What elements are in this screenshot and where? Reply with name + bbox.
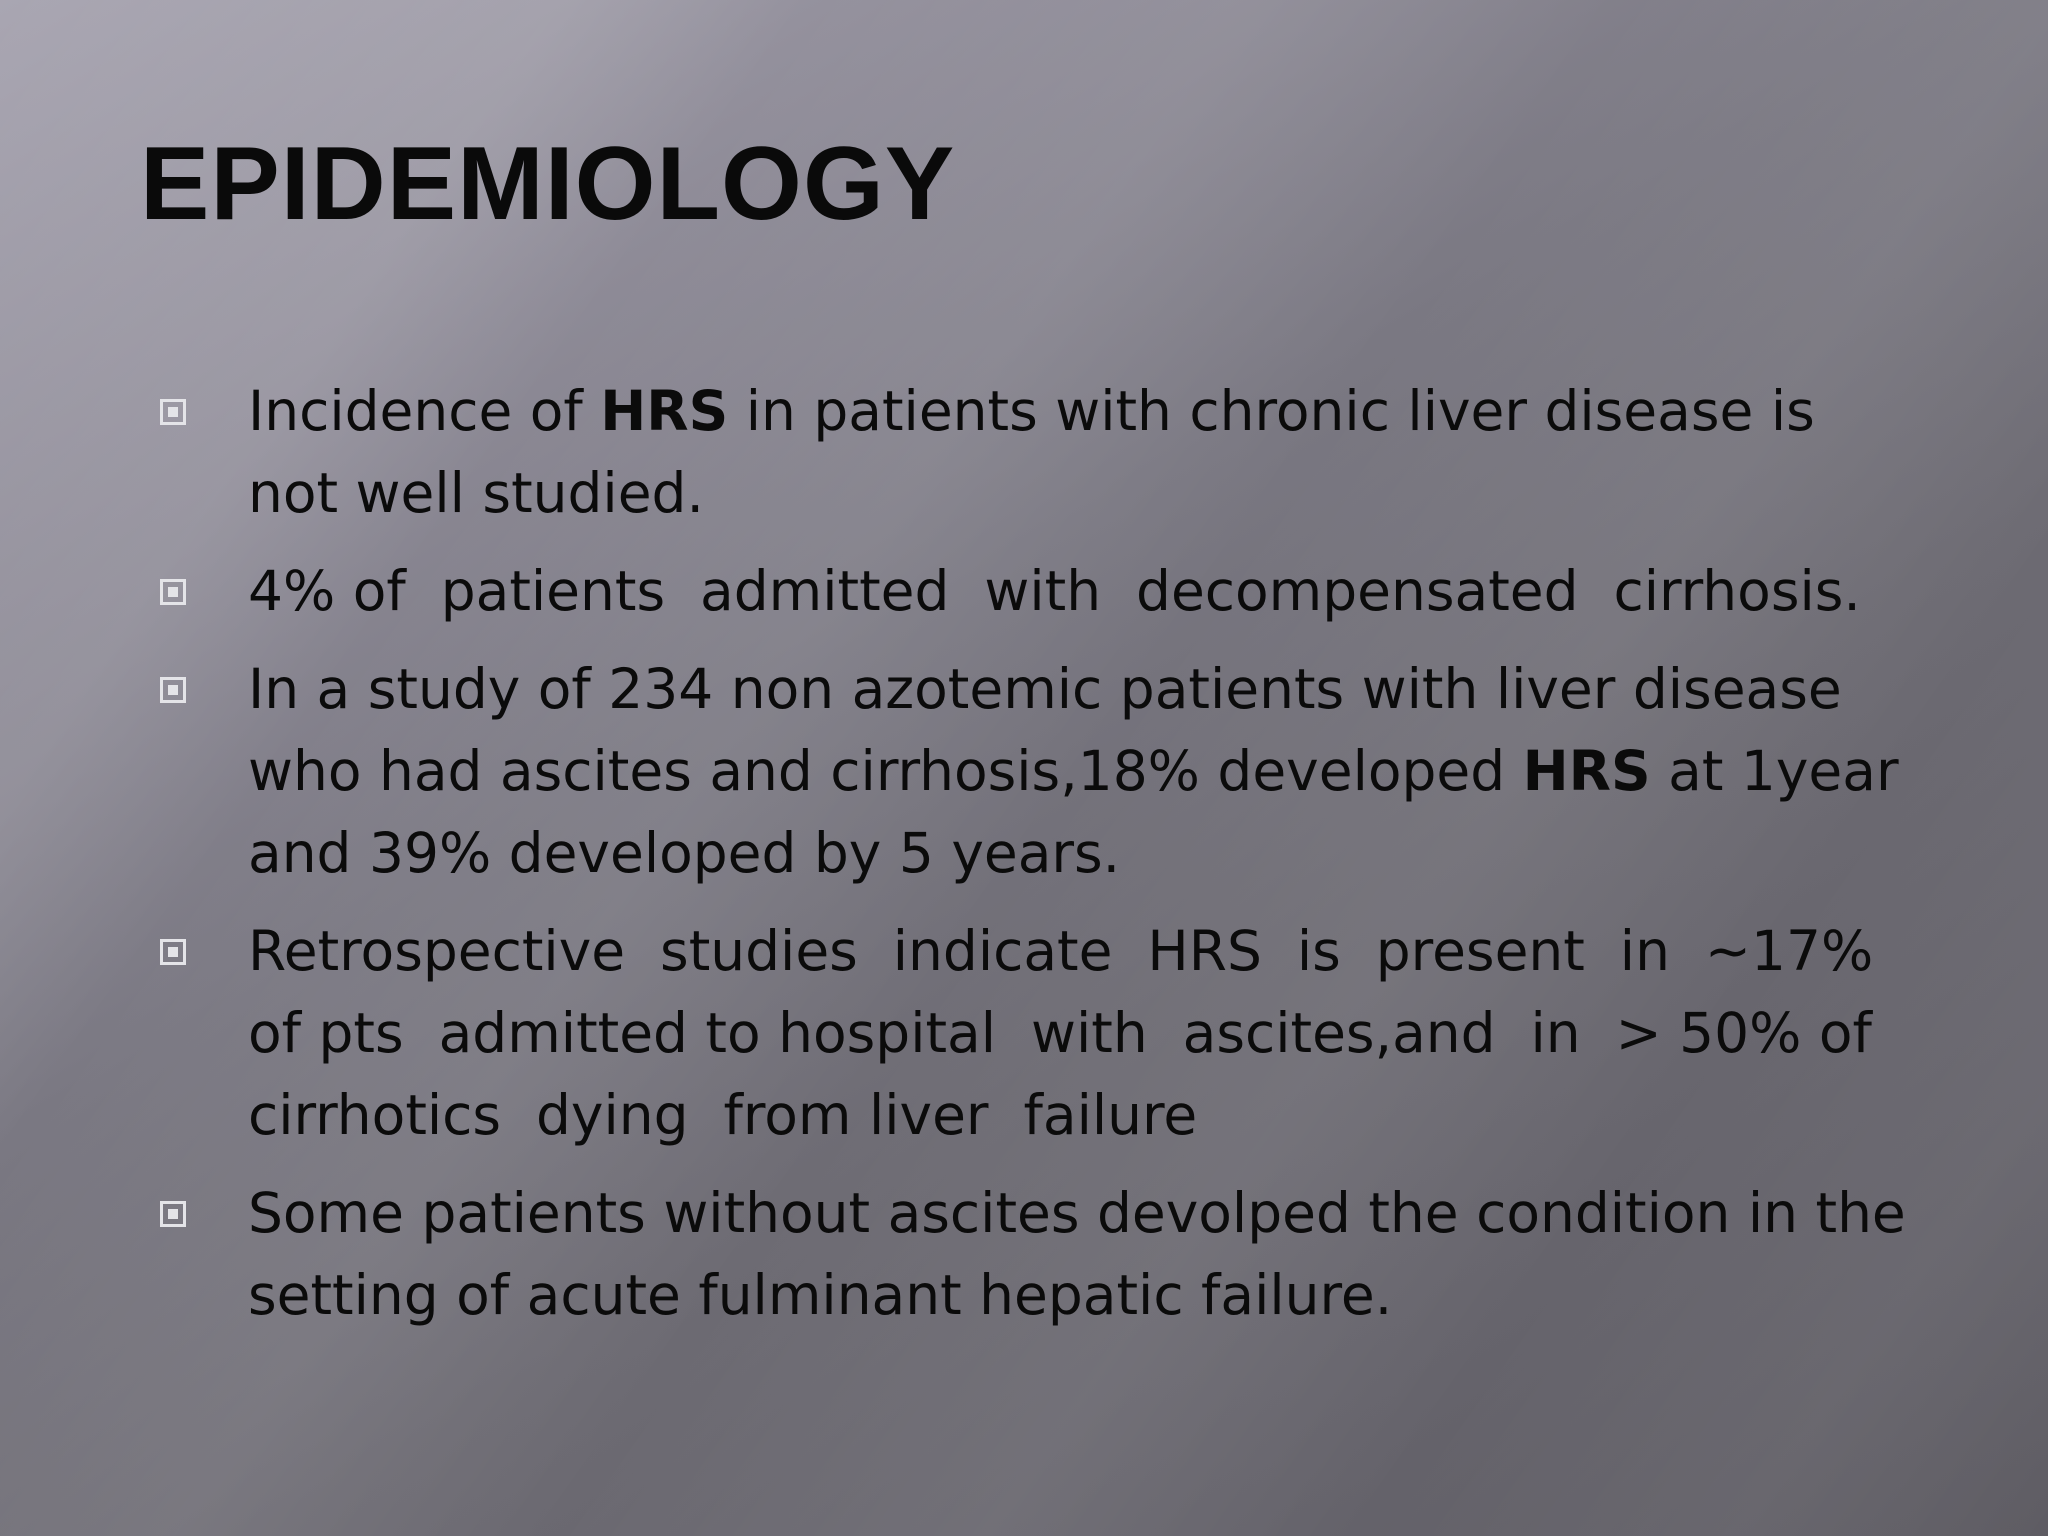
bullet-text-2-pre: 4% of patients admitted with decompensated cirrhosis.	[248, 559, 1861, 623]
bullet-text-2	[248, 550, 1920, 632]
bullet-text-5	[248, 1172, 1920, 1336]
bullet-text-3-post: at 1year and 39% developed by 5 years.	[248, 739, 1899, 885]
bullet-text-4	[248, 910, 1920, 1156]
bullet-text-3-pre: In a study of 234 non azotemic patients with liver disease who had ascites and cirrhosis,18% developed	[248, 657, 1842, 803]
square-bullet-icon-dot	[168, 685, 178, 695]
square-bullet-icon	[160, 399, 186, 425]
slide-title: EPIDEMIOLOGY	[140, 126, 956, 242]
bullet-text-5-pre: Some patients without ascites devolped the condition in the setting of acute fulminant hepatic failure.	[248, 1181, 1906, 1327]
bullet-text-3-bold: HRS	[1522, 739, 1651, 803]
square-bullet-icon	[160, 677, 186, 703]
square-bullet-icon-dot	[168, 1209, 178, 1219]
bullet-text-1-pre: Incidence of	[248, 379, 601, 443]
bullet-text-1-post: in patients with chronic liver disease is not well studied.	[248, 379, 1815, 525]
square-bullet-icon-dot	[168, 407, 178, 417]
bullet-item-2	[160, 550, 1920, 632]
bullet-item-3	[160, 648, 1920, 894]
bullet-text-3	[248, 648, 1920, 894]
square-bullet-icon	[160, 939, 186, 965]
bullet-item-4	[160, 910, 1920, 1156]
bullet-text-1-bold: HRS	[600, 379, 729, 443]
square-bullet-icon	[160, 1201, 186, 1227]
bullet-list	[160, 370, 1920, 1352]
square-bullet-icon-dot	[168, 947, 178, 957]
bullet-text-4-pre: Retrospective studies indicate HRS is present in ~17% of pts admitted to hospital with ascites,and in > 50% of cirrhotics dying from liver failure	[248, 919, 1891, 1147]
square-bullet-icon	[160, 579, 186, 605]
bullet-item-1	[160, 370, 1920, 534]
bullet-item-5	[160, 1172, 1920, 1336]
square-bullet-icon-dot	[168, 587, 178, 597]
bullet-text-1	[248, 370, 1920, 534]
